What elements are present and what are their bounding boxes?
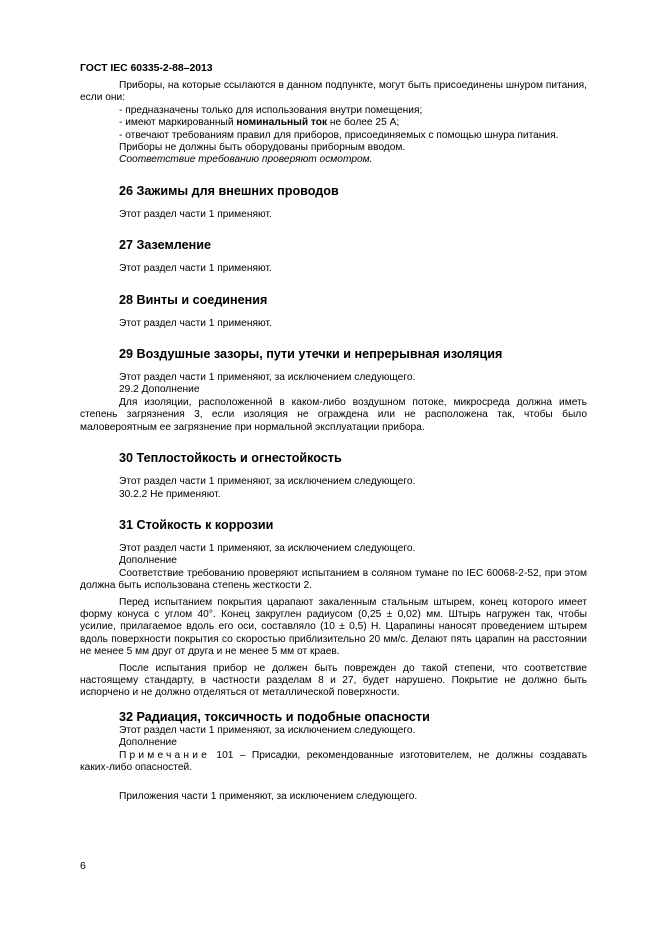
section-heading-26: 26 Зажимы для внешних проводов xyxy=(119,183,339,198)
page-content xyxy=(80,80,587,804)
section-heading-31: 31 Стойкость к коррозии xyxy=(119,517,274,532)
intro-paragraph: Приборы, на которые ссылаются в данном подпункте, могут быть присоединены шнуром питания, если они: xyxy=(80,80,587,104)
section-heading-30: 30 Теплостойкость и огнестойкость xyxy=(119,451,342,466)
paragraph: Этот раздел части 1 применяют. xyxy=(119,317,272,329)
paragraph: Этот раздел части 1 применяют, за исключением следующего. xyxy=(119,476,416,488)
paragraph: Приложения части 1 применяют, за исключением следующего. xyxy=(119,791,418,803)
list-item: - предназначены только для использования внутри помещения; xyxy=(119,104,423,116)
paragraph: Этот раздел части 1 применяют, за исключением следующего. xyxy=(119,724,416,736)
paragraph: Перед испытанием покрытия царапают закаленным стальным штырем, конец которого имеет форму конуса с углом 40°. Конец закруглен радиусом (0,25 ± 0,02) мм. Штырь нагружен так, чтобы усилие, прилагаемое вдоль его оси, составляло (10 ± 0,5) Н. Царапины наносят проведением штырем вдоль поверхности покрытия со скоростью приблизительно 20 мм/с. Делают пять царапин на расстоянии не менее 5 мм друг от друга и не менее 5 мм от краев. xyxy=(80,596,587,658)
section-heading-28: 28 Винты и соединения xyxy=(119,292,268,307)
paragraph: Этот раздел части 1 применяют, за исключением следующего. xyxy=(119,372,416,384)
paragraph: Этот раздел части 1 применяют, за исключением следующего. xyxy=(119,542,416,554)
paragraph: Этот раздел части 1 применяют. xyxy=(119,263,272,275)
compliance-text: Соответствие требованию проверяют осмотром. xyxy=(119,154,373,166)
subclause-title: Дополнение xyxy=(119,555,177,567)
section-heading-29: 29 Воздушные зазоры, пути утечки и непрерывная изоляция xyxy=(119,347,503,362)
list-item: - имеют маркированный номинальный ток не более 25 А; xyxy=(119,117,400,129)
note-label: Примечание xyxy=(119,749,210,761)
bold-term: номинальный ток xyxy=(236,117,328,129)
list-item: - отвечают требованиям правил для приборов, присоединяемых с помощью шнура питания. xyxy=(119,129,559,141)
paragraph: Соответствие требованию проверяют испытанием в соляном тумане по IEC 60068-2-52, при этом должна быть использована степень жесткости 2. xyxy=(80,567,587,592)
subclause-title: 30.2.2 Не применяют. xyxy=(119,488,221,500)
note-text: 101 – Присадки, рекомендованные изготовителем, не должны создавать каких-либо опасностей. xyxy=(80,749,587,773)
paragraph: После испытания прибор не должен быть поврежден до такой степени, что соответствие настоящему стандарту, в частности разделам 8 и 27, будет нарушено. Покрытие не должно быть испорчено и не должно отделяться от металлической поверхности. xyxy=(80,662,587,699)
page-number: 6 xyxy=(80,860,86,872)
paragraph: Приборы не должны быть оборудованы приборным вводом. xyxy=(119,142,406,154)
paragraph: Для изоляции, расположенной в каком-либо воздушном потоке, микросреда должна иметь степень загрязнения 3, если изоляция не ограждена или не расположена так, чтобы было маловероятным ее загрязнение при нормальной эксплуатации прибора. xyxy=(80,396,587,433)
section-heading-32: 32 Радиация, токсичность и подобные опасности xyxy=(119,709,430,724)
document-header: ГОСТ IEC 60335-2-88–2013 xyxy=(80,63,213,74)
subclause-title: 29.2 Дополнение xyxy=(119,384,200,396)
note xyxy=(80,750,587,775)
subclause-title: Дополнение xyxy=(119,737,177,749)
paragraph: Этот раздел части 1 применяют. xyxy=(119,208,272,220)
section-heading-27: 27 Заземление xyxy=(119,238,211,253)
